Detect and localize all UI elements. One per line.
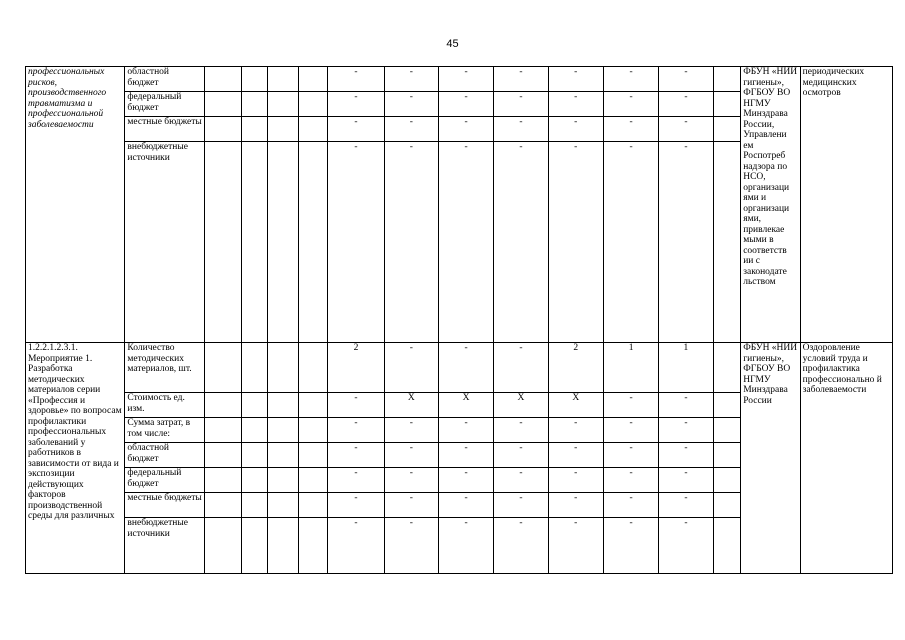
value-cell: - xyxy=(659,518,713,574)
value-cell: - xyxy=(548,67,603,92)
value-cell: - xyxy=(438,518,493,574)
value-cell: - xyxy=(384,468,438,493)
executor-cell: ФБУН «НИИ гигиены», ФГБОУ ВО НГМУ Минздрава России, Управлени ем Роспотреб надзора по НСО, организаци ями и организаци ями, привлекае мыми в соответств ии с законодате льством xyxy=(741,67,800,343)
value-cell: - xyxy=(494,343,548,393)
value-cell: - xyxy=(328,518,384,574)
row-label: областной бюджет xyxy=(125,443,205,468)
value-cell: X xyxy=(548,393,603,418)
value-cell: 1 xyxy=(603,343,658,393)
value-cell: - xyxy=(659,142,713,343)
empty-cell xyxy=(267,92,298,117)
result-cell: Оздоровление условий труда и профилактика профессионально й заболеваемости xyxy=(800,343,892,574)
value-cell: - xyxy=(494,418,548,443)
empty-cell xyxy=(242,92,268,117)
value-cell: - xyxy=(384,518,438,574)
value-cell: - xyxy=(494,117,548,142)
value-cell: - xyxy=(438,418,493,443)
empty-cell xyxy=(713,468,741,493)
value-cell: - xyxy=(548,518,603,574)
value-cell: - xyxy=(438,493,493,518)
empty-cell xyxy=(267,518,298,574)
value-cell: X xyxy=(438,393,493,418)
value-cell: - xyxy=(438,67,493,92)
table-body xyxy=(26,67,893,574)
result-cell: периодических медицинских осмотров xyxy=(800,67,892,343)
value-cell: 2 xyxy=(548,343,603,393)
value-cell: - xyxy=(384,92,438,117)
value-cell: - xyxy=(548,142,603,343)
empty-cell xyxy=(242,468,268,493)
value-cell: - xyxy=(494,142,548,343)
value-cell: - xyxy=(438,117,493,142)
row-label: внебюджетные источники xyxy=(125,518,205,574)
value-cell: - xyxy=(659,67,713,92)
value-cell: - xyxy=(438,468,493,493)
empty-cell xyxy=(242,67,268,92)
value-cell: - xyxy=(438,343,493,393)
value-cell: - xyxy=(603,468,658,493)
value-cell: - xyxy=(328,67,384,92)
row-label: местные бюджеты xyxy=(125,117,205,142)
value-cell: 2 xyxy=(328,343,384,393)
empty-cell xyxy=(205,393,242,418)
value-cell: - xyxy=(659,443,713,468)
value-cell: - xyxy=(384,343,438,393)
empty-cell xyxy=(205,418,242,443)
value-cell: - xyxy=(494,518,548,574)
empty-cell xyxy=(205,468,242,493)
empty-cell xyxy=(242,443,268,468)
value-cell: - xyxy=(548,468,603,493)
value-cell: - xyxy=(659,493,713,518)
empty-cell xyxy=(298,117,328,142)
empty-cell xyxy=(713,142,741,343)
empty-cell xyxy=(242,393,268,418)
page-number: 45 xyxy=(446,38,459,50)
value-cell: - xyxy=(494,493,548,518)
empty-cell xyxy=(205,117,242,142)
value-cell: - xyxy=(384,142,438,343)
value-cell: - xyxy=(659,418,713,443)
empty-cell xyxy=(713,92,741,117)
empty-cell xyxy=(267,393,298,418)
value-cell: - xyxy=(328,443,384,468)
value-cell: - xyxy=(328,393,384,418)
value-cell: - xyxy=(494,468,548,493)
empty-cell xyxy=(713,393,741,418)
table-row xyxy=(26,343,893,393)
row-label: Сумма затрат, в том числе: xyxy=(125,418,205,443)
empty-cell xyxy=(298,518,328,574)
empty-cell xyxy=(298,92,328,117)
value-cell: - xyxy=(548,92,603,117)
empty-cell xyxy=(205,493,242,518)
value-cell: - xyxy=(328,493,384,518)
value-cell: - xyxy=(548,493,603,518)
empty-cell xyxy=(242,142,268,343)
empty-cell xyxy=(242,493,268,518)
empty-cell xyxy=(205,67,242,92)
value-cell: - xyxy=(494,67,548,92)
empty-cell xyxy=(205,443,242,468)
empty-cell xyxy=(298,418,328,443)
empty-cell xyxy=(242,117,268,142)
executor-cell: ФБУН «НИИ гигиены», ФГБОУ ВО НГМУ Минздрава России xyxy=(741,343,800,574)
value-cell: - xyxy=(659,117,713,142)
value-cell: - xyxy=(328,92,384,117)
row-label: внебюджетные источники xyxy=(125,142,205,343)
empty-cell xyxy=(713,343,741,393)
row-label: федеральный бюджет xyxy=(125,92,205,117)
value-cell: - xyxy=(384,418,438,443)
value-cell: - xyxy=(659,92,713,117)
value-cell: - xyxy=(384,443,438,468)
row-label: областной бюджет xyxy=(125,67,205,92)
row-label: Количество методических материалов, шт. xyxy=(125,343,205,393)
value-cell: - xyxy=(438,142,493,343)
value-cell: - xyxy=(328,418,384,443)
empty-cell xyxy=(242,343,268,393)
value-cell: - xyxy=(384,67,438,92)
value-cell: - xyxy=(494,92,548,117)
row-label: федеральный бюджет xyxy=(125,468,205,493)
empty-cell xyxy=(713,418,741,443)
empty-cell xyxy=(713,443,741,468)
program-table xyxy=(25,66,893,574)
value-cell: - xyxy=(494,443,548,468)
empty-cell xyxy=(713,117,741,142)
empty-cell xyxy=(713,518,741,574)
empty-cell xyxy=(298,493,328,518)
empty-cell xyxy=(298,343,328,393)
empty-cell xyxy=(713,67,741,92)
empty-cell xyxy=(298,443,328,468)
empty-cell xyxy=(298,468,328,493)
value-cell: - xyxy=(603,67,658,92)
empty-cell xyxy=(298,67,328,92)
value-cell: - xyxy=(603,92,658,117)
value-cell: - xyxy=(659,468,713,493)
value-cell: - xyxy=(328,142,384,343)
value-cell: - xyxy=(438,443,493,468)
empty-cell xyxy=(267,343,298,393)
value-cell: - xyxy=(384,117,438,142)
value-cell: X xyxy=(384,393,438,418)
row-label: Стоимость ед. изм. xyxy=(125,393,205,418)
empty-cell xyxy=(267,117,298,142)
value-cell: - xyxy=(603,418,658,443)
row-label: местные бюджеты xyxy=(125,493,205,518)
value-cell: - xyxy=(548,117,603,142)
value-cell: - xyxy=(384,493,438,518)
value-cell: - xyxy=(603,117,658,142)
value-cell: - xyxy=(603,518,658,574)
value-cell: 1 xyxy=(659,343,713,393)
empty-cell xyxy=(242,518,268,574)
empty-cell xyxy=(242,418,268,443)
empty-cell xyxy=(267,67,298,92)
value-cell: - xyxy=(603,142,658,343)
section-name: 1.2.2.1.2.3.1. Мероприятие 1. Разработка методических материалов серии «Профессия и здоровье» по вопросам профилактики профессиональных заболеваний у работников в зависимости от вида и экспозиции действующих факторов производственной среды для различных xyxy=(26,343,125,574)
value-cell: - xyxy=(438,92,493,117)
empty-cell xyxy=(298,142,328,343)
empty-cell xyxy=(267,468,298,493)
value-cell: - xyxy=(328,468,384,493)
empty-cell xyxy=(267,493,298,518)
value-cell: - xyxy=(548,418,603,443)
empty-cell xyxy=(205,142,242,343)
value-cell: - xyxy=(659,393,713,418)
empty-cell xyxy=(205,92,242,117)
empty-cell xyxy=(713,493,741,518)
empty-cell xyxy=(267,142,298,343)
table-row xyxy=(26,67,893,92)
section-name: профессиональных рисков, производственного травматизма и профессиональной заболеваемости xyxy=(26,67,125,343)
empty-cell xyxy=(205,343,242,393)
empty-cell xyxy=(267,418,298,443)
value-cell: - xyxy=(603,493,658,518)
empty-cell xyxy=(298,393,328,418)
value-cell: - xyxy=(548,443,603,468)
value-cell: X xyxy=(494,393,548,418)
value-cell: - xyxy=(603,443,658,468)
empty-cell xyxy=(267,443,298,468)
value-cell: - xyxy=(603,393,658,418)
empty-cell xyxy=(205,518,242,574)
value-cell: - xyxy=(328,117,384,142)
